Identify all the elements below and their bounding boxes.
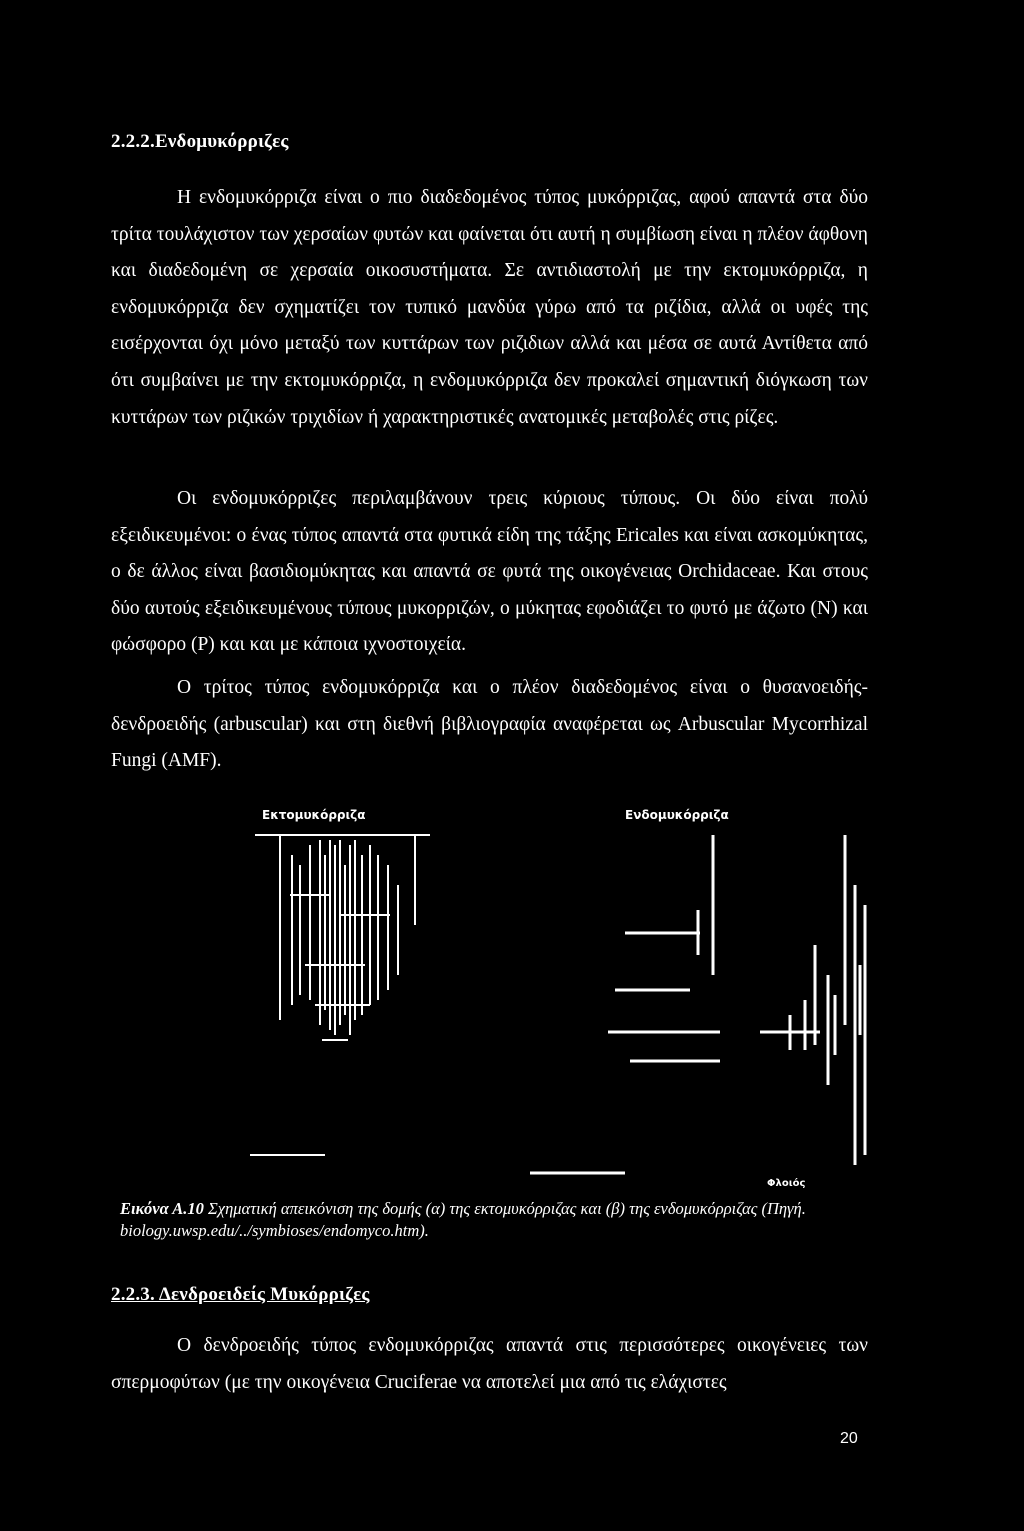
figure-label-phloios: Φλοιός	[767, 1178, 806, 1189]
page-number: 20	[840, 1430, 858, 1447]
ectomycorrhiza-drawing	[250, 835, 430, 1155]
figure-label-ectomycorrhiza: Εκτομυκόρριζα	[262, 808, 366, 822]
paragraph-2-text: Οι ενδομυκόρριζες περιλαμβάνουν τρεις κύριους τύπους. Οι δύο είναι πολύ εξειδικευμένοι: ο ένας τύπος απαντά στα φυτικά είδη της τάξης Ericales και είναι ασκομύκητας, ο δε άλλος είναι βασιδιομύκητας και απαντά σε φυτά της οικογένειας Orchidaceae. Και στους δύο αυτούς εξειδικευμένους τύπους μυκορριζών, ο μύκητας εφοδιάζει το φυτό με άζωτο (N) και φώσφορο (P) και και με κάποια ιχνοστοιχεία.	[111, 488, 868, 656]
mycorrhiza-diagram	[230, 825, 890, 1185]
figure-label-endomycorrhiza: Ενδομυκόρριζα	[625, 808, 729, 822]
section2-paragraph-text: Ο δενδροειδής τύπος ενδομυκόρριζας απαντά στις περισσότερες οικογένειες των σπερμοφύτων (με την οικογένεια Cruciferae να αποτελεί μια από τις ελάχιστες	[111, 1335, 868, 1393]
figure-caption-prefix: Εικόνα Α.10	[120, 1199, 204, 1218]
section2-paragraph	[111, 1328, 868, 1401]
paragraph-2	[111, 481, 868, 664]
paragraph-1-text: Η ενδομυκόρριζα είναι ο πιο διαδεδομένος τύπος μυκόρριζας, αφού απαντά στα δύο τρίτα τουλάχιστον των χερσαίων φυτών και φαίνεται ότι αυτή η συμβίωση είναι η πλέον άφθονη και διαδεδομένη σε χερσαία οικοσυστήματα. Σε αντιδιαστολή με την εκτομυκόρριζα, η ενδομυκόρριζα δεν σχηματίζει τον τυπικό μανδύα γύρω από τα ριζίδια, αλλά οι υφές της εισέρχονται όχι μόνο μεταξύ των κυττάρων των ριζιδιων αλλά και μέσα σε αυτά Αντίθετα από ότι συμβαίνει με την εκτομυκόρριζα, η ενδομυκόρριζα δεν προκαλεί σημαντική διόγκωση των κυττάρων των ριζικών τριχιδίων ή χαρακτηριστικές ανατομικές μεταβολές στις ρίζες.	[111, 187, 868, 428]
endomycorrhiza-drawing	[530, 835, 865, 1173]
paragraph-1	[111, 180, 868, 436]
section2-heading: 2.2.3. Δενδροειδείς Μυκόρριζες	[111, 1284, 370, 1305]
paragraph-3-text: Ο τρίτος τύπος ενδομυκόρριζα και ο πλέον διαδεδομένος είναι ο θυσανοειδής-δενδροειδής (arbuscular) και στη διεθνή βιβλιογραφία αναφέρεται ως Arbuscular Mycorrhizal Fungi (AMF).	[111, 677, 868, 772]
figure-caption	[120, 1198, 840, 1242]
figure-caption-text: Σχηματική απεικόνιση της δομής (α) της εκτομυκόρριζας και (β) της ενδομυκόρριζας (Πηγή. biology.uwsp.edu/../symbioses/endomyco.htm).	[120, 1199, 806, 1240]
paragraph-3	[111, 670, 868, 780]
section-heading: 2.2.2.Ενδομυκόρριζες	[111, 131, 289, 152]
